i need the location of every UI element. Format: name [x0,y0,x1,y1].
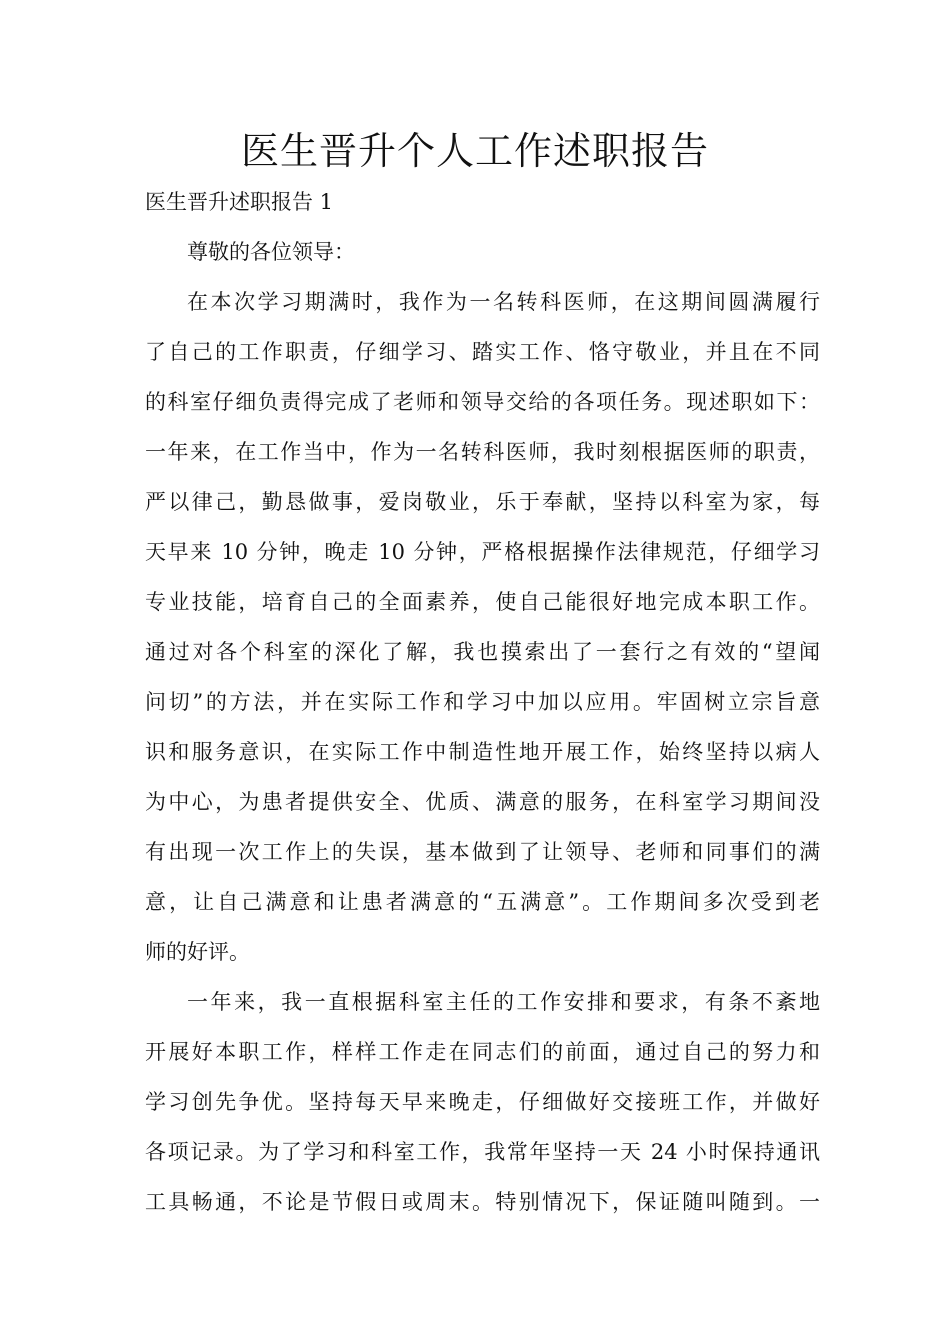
body-text-line: 开展好本职工作，样样工作走在同志们的前面，通过自己的努力和 [145,1040,820,1064]
body-text-line: 各项记录。为了学习和科室工作，我常年坚持一天 24 小时保持通讯 [145,1140,820,1164]
body-text-line: 一年来，我一直根据科室主任的工作安排和要求，有条不紊地 [187,990,820,1014]
body-text-line: 通过对各个科室的深化了解，我也摸索出了一套行之有效的“望闻 [145,640,820,664]
body-text-line: 一年来，在工作当中，作为一名转科医师，我时刻根据医师的职责， [145,440,820,464]
body-text-line: 为中心，为患者提供安全、优质、满意的服务，在科室学习期间没 [145,790,820,814]
body-text-line: 天早来 10 分钟，晚走 10 分钟，严格根据操作法律规范，仔细学习 [145,540,820,564]
body-text-line: 学习创先争优。坚持每天早来晚走，仔细做好交接班工作，并做好 [145,1090,820,1114]
body-text-line: 识和服务意识，在实际工作中制造性地开展工作，始终坚持以病人 [145,740,820,764]
body-text-line: 了自己的工作职责，仔细学习、踏实工作、恪守敬业，并且在不同 [145,340,820,364]
body-text-line: 问切”的方法，并在实际工作和学习中加以应用。牢固树立宗旨意 [145,690,820,714]
body-text-line: 在本次学习期满时，我作为一名转科医师，在这期间圆满履行 [187,290,820,314]
body-text-line: 有出现一次工作上的失误，基本做到了让领导、老师和同事们的满 [145,840,820,864]
body-text-line: 师的好评。 [145,940,250,964]
body-text-line: 的科室仔细负责得完成了老师和领导交给的各项任务。现述职如下： [145,390,820,414]
body-text-line: 专业技能，培育自己的全面素养，使自己能很好地完成本职工作。 [145,590,820,614]
body-text-line: 意，让自己满意和让患者满意的“五满意”。工作期间多次受到老 [145,890,820,914]
body-text-line: 工具畅通，不论是节假日或周末。特别情况下，保证随叫随到。一 [145,1190,820,1214]
body-text-line: 严以律己，勤恳做事，爱岗敬业，乐于奉献，坚持以科室为家，每 [145,490,820,514]
section-heading: 医生晋升述职报告 1 [145,190,334,214]
document-title: 医生晋升个人工作述职报告 [240,129,709,173]
salutation-line: 尊敬的各位领导： [187,240,355,264]
